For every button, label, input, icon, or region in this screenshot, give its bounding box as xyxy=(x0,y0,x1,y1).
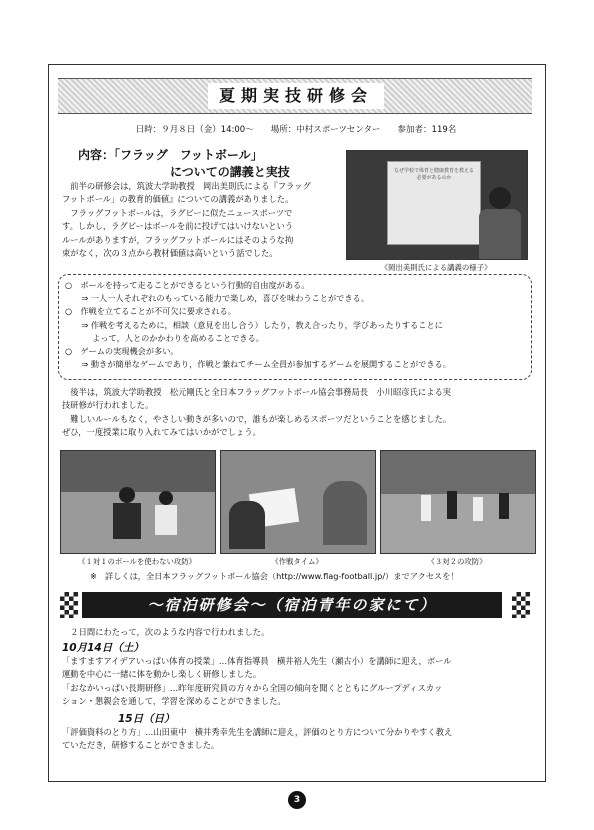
photo-strategy-time xyxy=(220,450,376,554)
day1-line: 「おなかいっぱい長期研修」…昨年度研究員の方々から全国の傾向を聞くとともにグループディスカッ xyxy=(62,682,443,693)
second-half-line: 技研修が行われました。 xyxy=(62,400,154,411)
photo-one-on-one xyxy=(60,450,216,554)
day1-line: 「ますますアイデアいっぱい体育の授業」…体育指導員 横井裕人先生（瀬古小）を講師に迎え，ボール xyxy=(62,656,452,666)
point-line: ○ ボールを持って走ることができるという行動的自由度がある。 xyxy=(65,280,310,290)
player-figure xyxy=(473,497,483,521)
lecture-photo xyxy=(346,150,528,260)
point-line: よって，人とのかかわりを高めることできる。 xyxy=(65,332,264,343)
student-figure xyxy=(229,501,265,549)
projection-screen xyxy=(387,161,481,245)
second-half-line: ぜひ，一度授業に取り入れてみてはいかがでしょう。 xyxy=(62,427,261,438)
topic-heading: 内容：「フラッグ フットボール」 xyxy=(78,148,263,162)
camp-intro: ２日間にわたって，次のような内容で行われました。 xyxy=(62,627,270,637)
player-figure xyxy=(499,493,509,519)
photo-caption: 《３対２の攻防》 xyxy=(427,557,487,566)
screen-text: なぜ学校で体育と健康教育を教える必要があるのか xyxy=(394,168,475,181)
photo-caption: 《作戦タイム》 xyxy=(271,557,323,566)
photo-caption: 《１対１のボールを使わない攻防》 xyxy=(77,557,197,566)
player-figure xyxy=(421,495,431,521)
banner-checker-right xyxy=(512,592,530,618)
student-figure xyxy=(323,481,367,545)
page-title: 夏期実技研修会 xyxy=(208,83,384,109)
intro-line: す。しかし，ラグビーはボールを前に投げてはいけないという xyxy=(62,221,294,232)
player-body xyxy=(113,503,141,539)
second-half-paragraph xyxy=(62,386,534,440)
title-band xyxy=(58,78,532,114)
day1-line: ション・懇親会を通して，学習を深めることができました。 xyxy=(62,696,286,707)
player-head xyxy=(159,491,173,505)
intro-line: フットボール」の教育的価値』についての講義がありました。 xyxy=(62,194,294,205)
player-body xyxy=(155,505,177,535)
point-line: ⇒ 一人一人それぞれのもっている能力で楽しめ，喜びを味わうことができる。 xyxy=(65,293,369,304)
player-head xyxy=(119,487,135,503)
point-line: ⇒ 動きが簡単なゲームであり，作戦と兼ねてチーム全員が参加するゲームを展開することができる。 xyxy=(65,359,451,370)
event-info: 日時：９月８日（金）14:00～ 場所：中村スポーツセンター 参加者：119名 xyxy=(135,125,457,135)
point-line: ⇒ 作戦を考えるために，相談（意見を出し合う）したり，教え合ったり，学びあったりすることに xyxy=(65,319,443,330)
speaker-body xyxy=(479,209,521,259)
day1-paragraph xyxy=(62,655,534,709)
day1-line: 運動を中心に一緒に体を動かし楽しく研修しました。 xyxy=(62,669,262,680)
player-figure xyxy=(447,491,457,519)
camp-banner: ～宿泊研修会～（宿泊青年の家にて） xyxy=(82,592,502,618)
value-points-box xyxy=(58,274,532,380)
photo-three-vs-two xyxy=(380,450,536,554)
point-line: ○ ゲームの実現機会が多い。 xyxy=(65,346,179,357)
intro-line: 束がなく，次の３点から教材価値は高いという話でした。 xyxy=(62,248,278,259)
point-line: ○ 作戦を立てることが不可欠に要求される。 xyxy=(65,306,236,317)
day2-line: 「評価資料のとり方」…山田東中 横井秀幸先生を講師に迎え，評価のとり方について分かりやすく教え xyxy=(62,727,453,737)
lecture-caption: 《岡出美則氏による講義の様子》 xyxy=(380,263,492,272)
intro-line: フラッグフットボールは，ラグビーに似たニュースポーツで xyxy=(62,207,293,218)
topic-subheading: についての講義と実技 xyxy=(170,165,290,179)
day2-date: 15日（日） xyxy=(118,713,175,725)
second-half-line: 後半は，筑波大学助教授 松元剛氏と全日本フラッグフットボール協会事務局長 小川昭彦氏による実 xyxy=(62,387,452,397)
day1-date: 10月14日（土） xyxy=(62,642,144,654)
speaker-head xyxy=(489,187,511,209)
more-info-note: ※ 詳しくは，全日本フラッグフットボール協会（http://www.flag-football.jp/）までアクセスを！ xyxy=(90,571,459,581)
day2-paragraph xyxy=(62,726,534,753)
page-number: 3 xyxy=(288,791,306,809)
banner-checker-left xyxy=(60,592,78,618)
second-half-line: 難しいルールもなく，やさしい動きが多いので，誰もが楽しめるスポーツだということを感じました。 xyxy=(62,413,452,424)
intro-line: 前半の研修会は，筑波大学助教授 岡出美則氏による『フラッグ xyxy=(62,181,311,191)
day2-line: ていただき，研修することができました。 xyxy=(62,740,220,751)
intro-paragraph xyxy=(62,180,344,260)
intro-line: ルールがありますが，フラッグフットボールにはそのような拘 xyxy=(62,234,294,245)
